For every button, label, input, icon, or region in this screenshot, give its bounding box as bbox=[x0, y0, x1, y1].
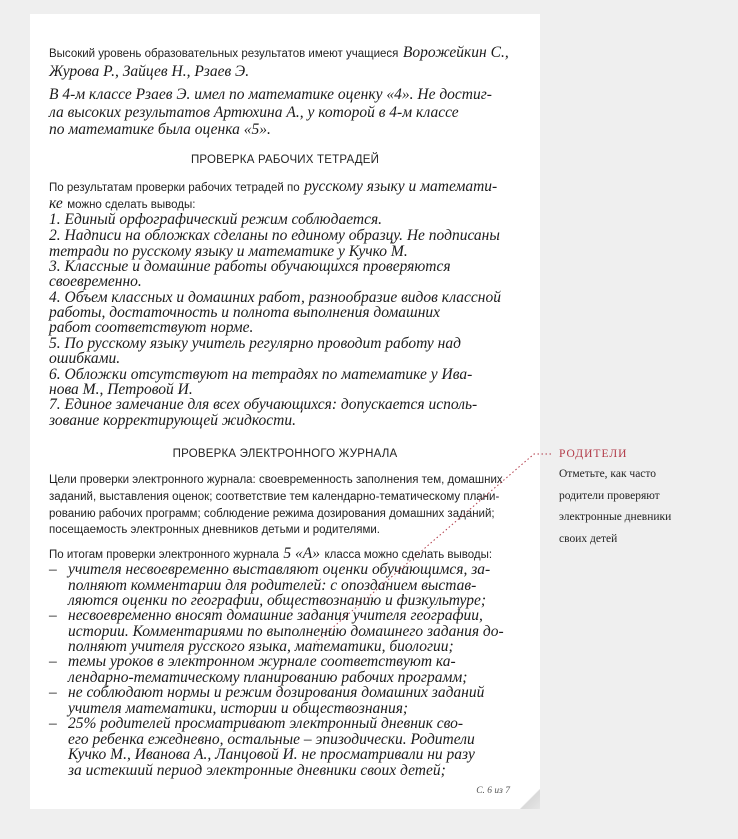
section1-line: 5. По русскому языку учитель регулярно проводит работу над bbox=[49, 335, 461, 352]
section1-line: 4. Объем классных и домашних работ, разнообразие видов классной bbox=[49, 289, 501, 306]
bullet-line: ляются оценки по географии, обществознанию и физкультуре; bbox=[68, 592, 487, 609]
section1-line: 2. Надписи на обложках сделаны по единому образцу. Не подписаны bbox=[49, 227, 500, 244]
section1-line: 3. Классные и домашние работы обучающихся проверяются bbox=[49, 258, 451, 275]
section2-lead-print-2: класса можно сделать выводы: bbox=[324, 549, 493, 561]
section2-goals-line: Цели проверки электронного журнала: своевременность заполнения тем, домашних bbox=[49, 474, 503, 486]
bullet-line: несвоевременно вносят домашние задания учителя географии, bbox=[68, 607, 483, 624]
section1-lead-hand: русскому языку и математи- bbox=[304, 178, 498, 195]
section2-goals-line: посещаемость электронных дневников детьми и родителями. bbox=[49, 524, 380, 536]
section1-line: 7. Единое замечание для всех обучающихся: допускается исполь- bbox=[49, 396, 478, 413]
section2-lead-class: 5 «А» bbox=[283, 545, 321, 562]
intro-para2-line-3: по математике была оценка «5». bbox=[49, 121, 271, 138]
section2-goals-line: заданий, выставления оценок; соответствие тем календарно-тематическому плани- bbox=[49, 491, 500, 503]
intro-para2-line-1: В 4-м классе Рзаев Э. имел по математике оценку «4». Не достиг- bbox=[49, 86, 492, 103]
section1-line: ошибками. bbox=[49, 350, 121, 367]
page-number: С. 6 из 7 bbox=[476, 786, 510, 796]
side-note-line: электронные дневники bbox=[559, 511, 672, 523]
bullet-line: учителя математики, истории и обществознания; bbox=[68, 700, 409, 717]
bullet-dash: – bbox=[49, 653, 57, 670]
bullet-line: истории. Комментариями по выполнению домашнего задания до- bbox=[68, 623, 504, 640]
bullet-dash: – bbox=[49, 561, 57, 578]
side-note-line: своих детей bbox=[559, 533, 618, 545]
section1-lead2-hand: ке bbox=[49, 195, 63, 212]
side-note-title: РОДИТЕЛИ bbox=[559, 448, 628, 460]
section1-lead-print: По результатам проверки рабочих тетрадей по bbox=[49, 182, 300, 194]
side-note-line: родители проверяют bbox=[559, 490, 660, 502]
section1-line: нова М., Петровой И. bbox=[49, 381, 193, 398]
section-heading-ejournal: ПРОВЕРКА ЭЛЕКТРОННОГО ЖУРНАЛА bbox=[172, 448, 398, 460]
bullet-dash: – bbox=[49, 715, 57, 732]
intro-para2-line-2: ла высоких результатов Артюхина А., у которой в 4-м классе bbox=[49, 104, 459, 121]
intro-handwritten-names-2: Журова Р., Зайцев Н., Рзаев Э. bbox=[49, 63, 250, 80]
bullet-line: 25% родителей просматривают электронный дневник сво- bbox=[68, 715, 464, 732]
bullet-line: темы уроков в электронном журнале соответствуют ка- bbox=[68, 653, 456, 670]
section1-lead2-print: можно сделать выводы: bbox=[67, 199, 196, 211]
bullet-dash: – bbox=[49, 607, 57, 624]
section2-lead-print-1: По итогам проверки электронного журнала bbox=[49, 549, 279, 561]
bullet-line: за истекший период электронные дневники своих детей; bbox=[68, 762, 446, 779]
intro-print-text: Высокий уровень образовательных результатов имеют учащиеся bbox=[49, 48, 399, 60]
section1-line: зование корректирующей жидкости. bbox=[49, 412, 297, 429]
section1-line: 6. Обложки отсутствуют на тетрадях по математике у Ива- bbox=[49, 366, 473, 383]
bullet-line: лендарно-тематическому планированию рабочих программ; bbox=[68, 669, 468, 686]
bullet-line: учителя несвоевременно выставляют оценки обучающимся, за- bbox=[68, 561, 491, 578]
bullet-line: его ребенка ежедневно, остальные – эпизодически. Родители bbox=[68, 731, 475, 748]
bullet-line: Кучко М., Иванова А., Ланцовой И. не просматривали ни разу bbox=[68, 746, 475, 763]
section1-line: 1. Единый орфографический режим соблюдается. bbox=[49, 211, 383, 228]
bullet-line: полняют комментарии для родителей: с опозданием выстав- bbox=[68, 577, 477, 594]
section1-line: своевременно. bbox=[49, 273, 142, 290]
section2-goals-line: рованию рабочих программ; соблюдение режима дозирования домашних заданий; bbox=[49, 508, 495, 520]
bullet-line: полняют учителя русского языка, математики, биологии; bbox=[68, 638, 454, 655]
section1-line: работ соответствуют норме. bbox=[49, 319, 254, 336]
section1-line: работы, достаточность и полнота выполнения домашних bbox=[49, 304, 441, 321]
bullet-dash: – bbox=[49, 684, 57, 701]
intro-handwritten-names-1: Ворожейкин С., bbox=[402, 44, 509, 61]
section-heading-workbooks: ПРОВЕРКА РАБОЧИХ ТЕТРАДЕЙ bbox=[190, 154, 380, 166]
section1-line: тетради по русскому языку и математике у Кучко М. bbox=[49, 243, 408, 260]
bullet-line: не соблюдают нормы и режим дозирования домашних заданий bbox=[68, 684, 485, 701]
side-note-line: Отметьте, как часто bbox=[559, 468, 657, 480]
